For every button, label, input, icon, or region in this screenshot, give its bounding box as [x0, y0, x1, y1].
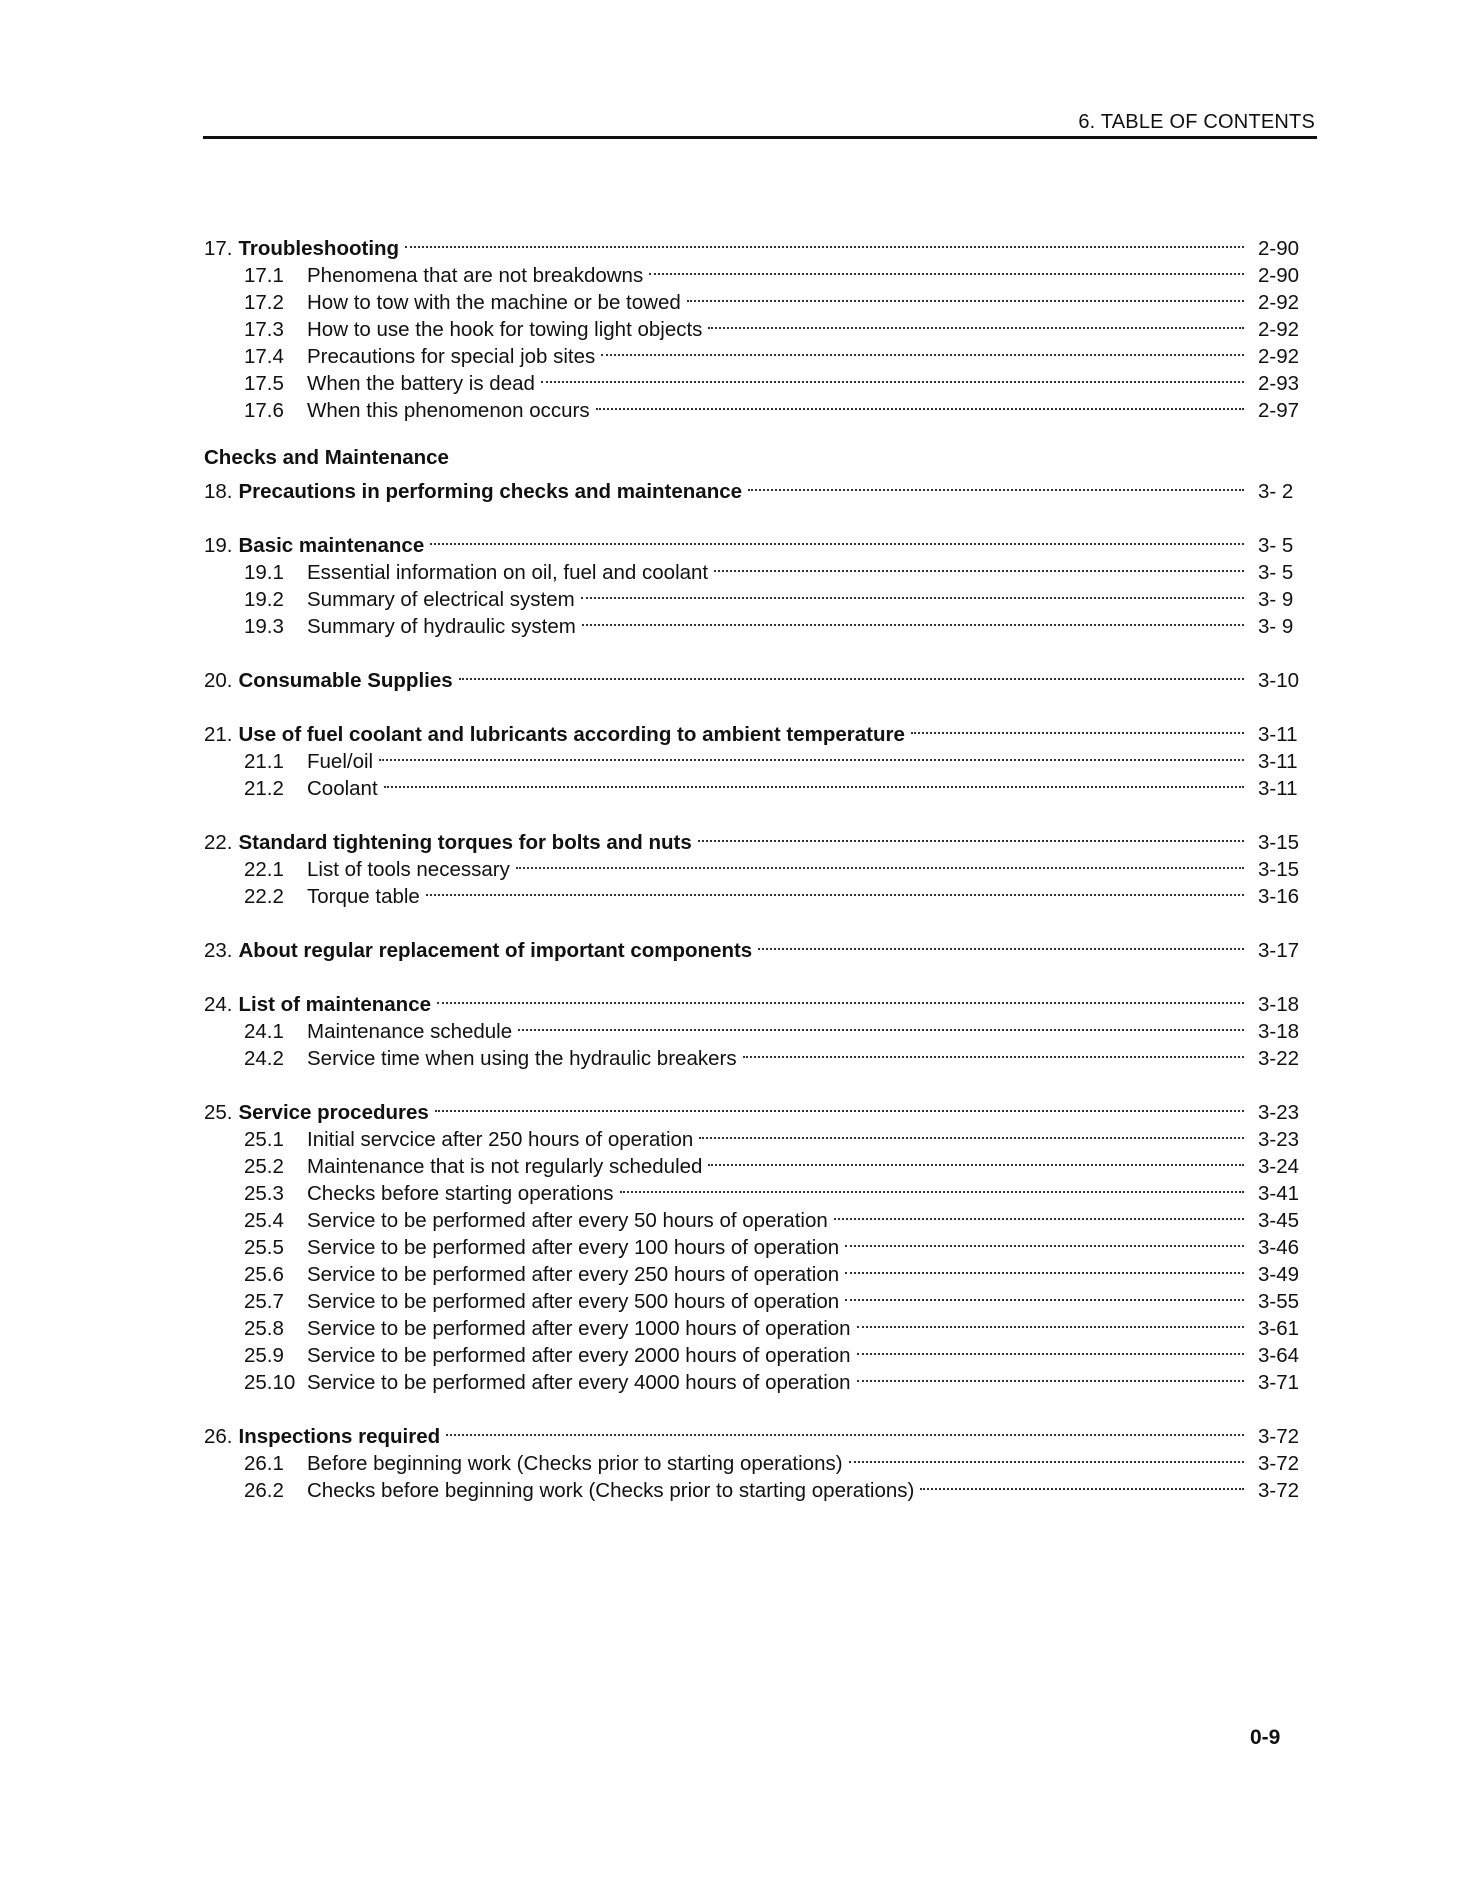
entry-number: 23.	[204, 939, 233, 962]
toc-entry-section[interactable]	[204, 1200, 1314, 1232]
entry-title[interactable]: Service to be performed after every 1000 hours of operation	[307, 1317, 851, 1340]
entry-title[interactable]: Initial servcice after 250 hours of operation	[307, 1128, 694, 1151]
entry-page[interactable]: 3-15	[1258, 831, 1300, 854]
entry-title[interactable]: Maintenance schedule	[307, 1020, 513, 1043]
dot-leader	[430, 525, 1244, 552]
entry-title[interactable]: Torque table	[307, 885, 420, 908]
entry-number: 19.3	[244, 615, 284, 638]
entry-page[interactable]: 2-90	[1258, 237, 1300, 260]
dot-leader	[845, 1227, 1244, 1254]
dot-leader	[911, 714, 1244, 741]
dot-leader	[581, 579, 1244, 606]
entry-title[interactable]: Service to be performed after every 2000 hours of operation	[307, 1344, 851, 1367]
toc-entry-section[interactable]	[204, 1470, 1314, 1502]
toc-entry-section[interactable]	[204, 1335, 1314, 1367]
toc-entry-section[interactable]	[204, 1281, 1314, 1313]
dot-leader	[437, 984, 1244, 1011]
spacer	[204, 417, 1314, 444]
entry-page[interactable]: 3-41	[1258, 1182, 1300, 1205]
entry-page[interactable]: 3-72	[1258, 1479, 1300, 1502]
dot-leader	[834, 1200, 1244, 1227]
dot-leader	[426, 876, 1244, 903]
entry-page[interactable]: 2-92	[1258, 345, 1300, 368]
entry-page[interactable]: 3-18	[1258, 1020, 1300, 1043]
toc-entry-section[interactable]	[204, 1308, 1314, 1340]
entry-page[interactable]: 3-23	[1258, 1101, 1300, 1124]
entry-page[interactable]: 2-97	[1258, 399, 1300, 422]
entry-number: 18.	[204, 480, 233, 503]
dot-leader	[620, 1173, 1244, 1200]
entry-title[interactable]: Precautions in performing checks and maintenance	[238, 480, 743, 503]
entry-page[interactable]: 3-46	[1258, 1236, 1300, 1259]
entry-page[interactable]: 3-18	[1258, 993, 1300, 1016]
dot-leader	[748, 471, 1244, 498]
entry-page[interactable]: 3- 5	[1258, 561, 1294, 584]
dot-leader	[698, 822, 1244, 849]
dot-leader	[435, 1092, 1244, 1119]
dot-leader	[699, 1119, 1244, 1146]
entry-title[interactable]: How to use the hook for towing light objects	[307, 318, 703, 341]
entry-title[interactable]: Summary of electrical system	[307, 588, 575, 611]
entry-number: 21.	[204, 723, 233, 746]
table-of-contents	[204, 228, 1314, 1502]
entry-page[interactable]: 2-90	[1258, 264, 1300, 287]
entry-title[interactable]: Standard tightening torques for bolts and nuts	[238, 831, 692, 854]
dot-leader	[446, 1416, 1244, 1443]
toc-entry-section[interactable]	[204, 768, 1314, 800]
spacer	[204, 903, 1314, 930]
entry-title[interactable]: Service time when using the hydraulic breakers	[307, 1047, 737, 1070]
entry-number: 22.2	[244, 885, 284, 908]
spacer	[204, 1389, 1314, 1416]
entry-page[interactable]: 3-71	[1258, 1371, 1300, 1394]
entry-title[interactable]: Checks before beginning work (Checks prior to starting operations)	[307, 1479, 915, 1502]
entry-number: 25.	[204, 1101, 233, 1124]
dot-leader	[920, 1470, 1244, 1497]
toc-entry-section[interactable]	[204, 255, 1314, 287]
entry-page[interactable]: 3-11	[1258, 777, 1298, 800]
entry-number: 24.1	[244, 1020, 284, 1043]
entry-number: 25.10	[244, 1371, 296, 1394]
toc-entry-section[interactable]	[204, 606, 1314, 638]
entry-page[interactable]: 2-92	[1258, 318, 1300, 341]
spacer	[204, 687, 1314, 714]
dot-leader	[405, 228, 1244, 255]
entry-page[interactable]: 3-64	[1258, 1344, 1300, 1367]
entry-title[interactable]: List of tools necessary	[307, 858, 510, 881]
dot-leader	[541, 363, 1244, 390]
entry-title[interactable]: Service procedures	[238, 1101, 429, 1124]
entry-page[interactable]: 3-72	[1258, 1452, 1300, 1475]
dot-leader	[857, 1308, 1244, 1335]
toc-entry-chapter[interactable]	[204, 525, 1314, 557]
toc-entry-section[interactable]	[204, 1362, 1314, 1394]
entry-title[interactable]: List of maintenance	[238, 993, 432, 1016]
entry-number: 17.	[204, 237, 233, 260]
part-heading	[204, 444, 1314, 471]
entry-title[interactable]: Maintenance that is not regularly scheduled	[307, 1155, 703, 1178]
spacer	[204, 795, 1314, 822]
entry-page[interactable]: 3-24	[1258, 1155, 1300, 1178]
dot-leader	[516, 849, 1244, 876]
entry-number: 17.5	[244, 372, 284, 395]
toc-entry-section[interactable]	[204, 1227, 1314, 1259]
toc-entry-section[interactable]	[204, 1173, 1314, 1205]
entry-number: 17.6	[244, 399, 284, 422]
entry-number: 26.	[204, 1425, 233, 1448]
entry-number: 21.1	[244, 750, 284, 773]
dot-leader	[596, 390, 1244, 417]
dot-leader	[459, 660, 1244, 687]
toc-entry-chapter[interactable]	[204, 660, 1314, 692]
entry-number: 26.1	[244, 1452, 284, 1475]
toc-entry-section[interactable]	[204, 1254, 1314, 1286]
entry-number: 19.1	[244, 561, 284, 584]
entry-page[interactable]: 3- 9	[1258, 588, 1294, 611]
entry-title[interactable]: Basic maintenance	[238, 534, 425, 557]
entry-title[interactable]: How to tow with the machine or be towed	[307, 291, 681, 314]
toc-entry-chapter[interactable]	[204, 1092, 1314, 1124]
dot-leader	[601, 336, 1244, 363]
entry-number: 20.	[204, 669, 233, 692]
toc-entry-chapter[interactable]	[204, 714, 1314, 746]
entry-page[interactable]: 3- 2	[1258, 480, 1294, 503]
dot-leader	[649, 255, 1244, 282]
entry-number: 21.2	[244, 777, 284, 800]
toc-entry-section[interactable]	[204, 1119, 1314, 1151]
dot-leader	[714, 552, 1244, 579]
toc-entry-section[interactable]	[204, 552, 1314, 584]
dot-leader	[849, 1443, 1244, 1470]
dot-leader	[758, 930, 1244, 957]
entry-number: 26.2	[244, 1479, 284, 1502]
dot-leader	[845, 1281, 1244, 1308]
entry-number: 22.1	[244, 858, 284, 881]
entry-title[interactable]: Troubleshooting	[238, 237, 400, 260]
entry-title[interactable]: Precautions for special job sites	[307, 345, 596, 368]
entry-title[interactable]: About regular replacement of important components	[238, 939, 753, 962]
entry-number: 24.2	[244, 1047, 284, 1070]
entry-page[interactable]: 3-55	[1258, 1290, 1300, 1313]
entry-number: 25.4	[244, 1209, 284, 1232]
dot-leader	[687, 282, 1244, 309]
entry-number: 22.	[204, 831, 233, 854]
entry-title[interactable]: Checks before starting operations	[307, 1182, 614, 1205]
entry-number: 17.3	[244, 318, 284, 341]
toc-entry-chapter[interactable]	[204, 984, 1314, 1016]
toc-entry-section[interactable]	[204, 282, 1314, 314]
entry-page[interactable]: 3-15	[1258, 858, 1300, 881]
toc-entry-section[interactable]	[204, 336, 1314, 368]
entry-number: 19.2	[244, 588, 284, 611]
dot-leader	[845, 1254, 1244, 1281]
toc-entry-section[interactable]	[204, 1038, 1314, 1070]
entry-title[interactable]: When this phenomenon occurs	[307, 399, 590, 422]
part-heading-label: Checks and Maintenance	[204, 446, 449, 469]
dot-leader	[857, 1362, 1244, 1389]
spacer	[204, 957, 1314, 984]
entry-title[interactable]: Service to be performed after every 50 hours of operation	[307, 1209, 828, 1232]
toc-entry-chapter[interactable]	[204, 228, 1314, 260]
entry-number: 25.3	[244, 1182, 284, 1205]
entry-number: 25.9	[244, 1344, 284, 1367]
entry-title[interactable]: Service to be performed after every 500 hours of operation	[307, 1290, 840, 1313]
entry-page[interactable]: 3-11	[1258, 723, 1298, 746]
toc-entry-chapter[interactable]	[204, 471, 1314, 503]
toc-entry-chapter[interactable]	[204, 1416, 1314, 1448]
entry-title[interactable]: Inspections required	[238, 1425, 441, 1448]
dot-leader	[857, 1335, 1244, 1362]
dot-leader	[582, 606, 1244, 633]
entry-number: 25.6	[244, 1263, 284, 1286]
dot-leader	[518, 1011, 1244, 1038]
entry-title[interactable]: Essential information on oil, fuel and coolant	[307, 561, 709, 584]
toc-entry-section[interactable]	[204, 1443, 1314, 1475]
dot-leader	[379, 741, 1244, 768]
entry-title[interactable]: Coolant	[307, 777, 378, 800]
entry-number: 25.7	[244, 1290, 284, 1313]
toc-entry-chapter[interactable]	[204, 822, 1314, 854]
toc-entry-section[interactable]	[204, 849, 1314, 881]
dot-leader	[708, 1146, 1244, 1173]
spacer	[204, 633, 1314, 660]
entry-title[interactable]: Summary of hydraulic system	[307, 615, 576, 638]
entry-title[interactable]: When the battery is dead	[307, 372, 535, 395]
entry-number: 25.1	[244, 1128, 284, 1151]
toc-entry-section[interactable]	[204, 579, 1314, 611]
entry-number: 25.8	[244, 1317, 284, 1340]
entry-page[interactable]: 3-11	[1258, 750, 1298, 773]
entry-title[interactable]: Phenomena that are not breakdowns	[307, 264, 644, 287]
dot-leader	[384, 768, 1244, 795]
entry-title[interactable]: Before beginning work (Checks prior to starting operations)	[307, 1452, 843, 1475]
entry-page[interactable]: 3-49	[1258, 1263, 1300, 1286]
entry-page[interactable]: 3-17	[1258, 939, 1300, 962]
entry-title[interactable]: Fuel/oil	[307, 750, 374, 773]
entry-number: 25.2	[244, 1155, 284, 1178]
toc-entry-section[interactable]	[204, 1011, 1314, 1043]
toc-entry-section[interactable]	[204, 309, 1314, 341]
entry-number: 19.	[204, 534, 233, 557]
dot-leader	[708, 309, 1244, 336]
entry-page[interactable]: 3-10	[1258, 669, 1300, 692]
entry-title[interactable]: Service to be performed after every 250 hours of operation	[307, 1263, 840, 1286]
entry-page[interactable]: 3-16	[1258, 885, 1300, 908]
page-number: 0-9	[1250, 1726, 1281, 1749]
entry-number: 17.1	[244, 264, 284, 287]
entry-page[interactable]: 3- 5	[1258, 534, 1294, 557]
entry-number: 17.4	[244, 345, 284, 368]
spacer	[204, 498, 1314, 525]
section-title: 6. TABLE OF CONTENTS	[1078, 111, 1315, 133]
entry-page[interactable]: 3-22	[1258, 1047, 1300, 1070]
entry-title[interactable]: Service to be performed after every 4000 hours of operation	[307, 1371, 851, 1394]
toc-entry-section[interactable]	[204, 390, 1314, 422]
page-header	[203, 108, 1317, 139]
entry-number: 25.5	[244, 1236, 284, 1259]
entry-title[interactable]: Service to be performed after every 100 hours of operation	[307, 1236, 840, 1259]
spacer	[204, 1065, 1314, 1092]
toc-entry-section[interactable]	[204, 1146, 1314, 1178]
entry-number: 17.2	[244, 291, 284, 314]
entry-page[interactable]: 3- 9	[1258, 615, 1294, 638]
entry-page[interactable]: 2-93	[1258, 372, 1300, 395]
entry-page[interactable]: 2-92	[1258, 291, 1300, 314]
dot-leader	[743, 1038, 1244, 1065]
toc-entry-section[interactable]	[204, 363, 1314, 395]
toc-entry-chapter[interactable]	[204, 930, 1314, 962]
entry-page[interactable]: 3-23	[1258, 1128, 1300, 1151]
entry-page[interactable]: 3-61	[1258, 1317, 1300, 1340]
entry-number: 24.	[204, 993, 233, 1016]
entry-page[interactable]: 3-45	[1258, 1209, 1300, 1232]
entry-title[interactable]: Consumable Supplies	[238, 669, 453, 692]
entry-page[interactable]: 3-72	[1258, 1425, 1300, 1448]
entry-title[interactable]: Use of fuel coolant and lubricants according to ambient temperature	[238, 723, 905, 746]
toc-entry-section[interactable]	[204, 876, 1314, 908]
toc-entry-section[interactable]	[204, 741, 1314, 773]
